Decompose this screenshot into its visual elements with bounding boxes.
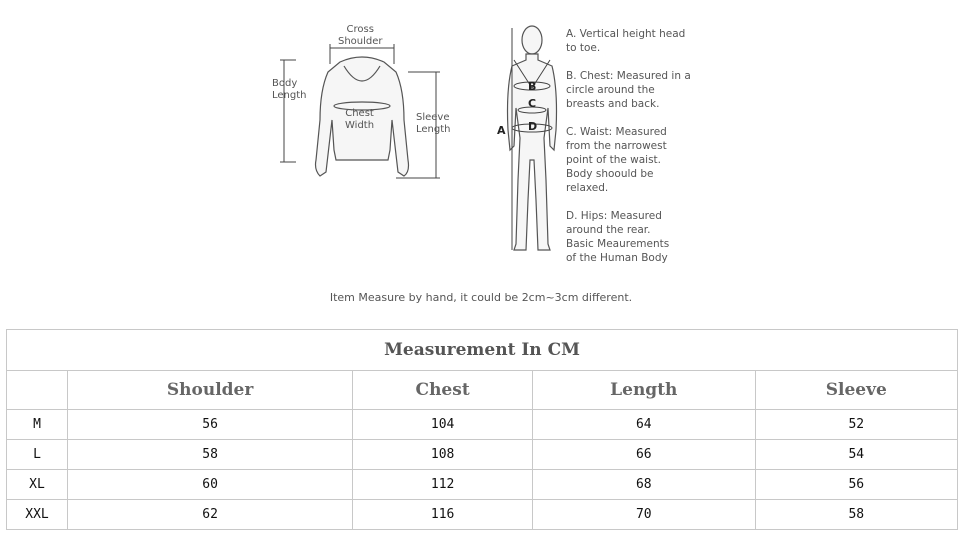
shoulder-value: 58 xyxy=(68,440,353,470)
table-header-row xyxy=(7,371,958,410)
length-value: 68 xyxy=(533,470,756,500)
header-length: Length xyxy=(533,371,756,410)
length-value: 70 xyxy=(533,500,756,530)
header-chest: Chest xyxy=(353,371,533,410)
measure-caption: Item Measure by hand, it could be 2cm~3cm different. xyxy=(329,291,633,304)
table-row xyxy=(7,440,958,470)
size-label: M xyxy=(7,410,68,440)
letter-b: B xyxy=(528,80,537,93)
sleeve-value: 56 xyxy=(755,470,957,500)
table-row xyxy=(7,500,958,530)
sleeve-value: 58 xyxy=(755,500,957,530)
chest-width-label: Chest Width xyxy=(345,108,375,131)
chest-value: 112 xyxy=(353,470,533,500)
header-shoulder: Shoulder xyxy=(68,371,353,410)
note-a-height: A. Vertical height head to toe. xyxy=(566,28,686,54)
note-b-chest: B. Chest: Measured in a circle around the breasts and back. xyxy=(566,70,691,110)
length-value: 64 xyxy=(533,410,756,440)
letter-d: D xyxy=(528,120,538,133)
header-corner xyxy=(7,371,68,410)
table-title: Measurement In CM xyxy=(7,330,958,371)
size-label: XXL xyxy=(7,500,68,530)
letter-c: C xyxy=(528,97,537,110)
sleeve-length-label: Sleeve Length xyxy=(416,112,451,135)
chest-value: 116 xyxy=(353,500,533,530)
chest-value: 108 xyxy=(353,440,533,470)
shoulder-value: 62 xyxy=(68,500,353,530)
shoulder-value: 56 xyxy=(68,410,353,440)
note-d-hips: D. Hips: Measured around the rear. Basic Meaurements of the Human Body xyxy=(566,210,670,264)
letter-a: A xyxy=(497,124,506,137)
sleeve-value: 52 xyxy=(755,410,957,440)
cross-shoulder-label: Cross Shoulder xyxy=(338,24,383,47)
header-sleeve: Sleeve xyxy=(755,371,957,410)
note-c-waist: C. Waist: Measured from the narrowest point of the waist. Body shoould be relaxed. xyxy=(566,126,667,194)
size-table xyxy=(6,329,958,530)
chest-value: 104 xyxy=(353,410,533,440)
length-value: 66 xyxy=(533,440,756,470)
body-length-label: Body Length xyxy=(272,78,307,101)
table-row xyxy=(7,470,958,500)
human-figure xyxy=(508,26,557,250)
size-label: L xyxy=(7,440,68,470)
shoulder-value: 60 xyxy=(68,470,353,500)
table-row xyxy=(7,410,958,440)
sleeve-value: 54 xyxy=(755,440,957,470)
size-label: XL xyxy=(7,470,68,500)
